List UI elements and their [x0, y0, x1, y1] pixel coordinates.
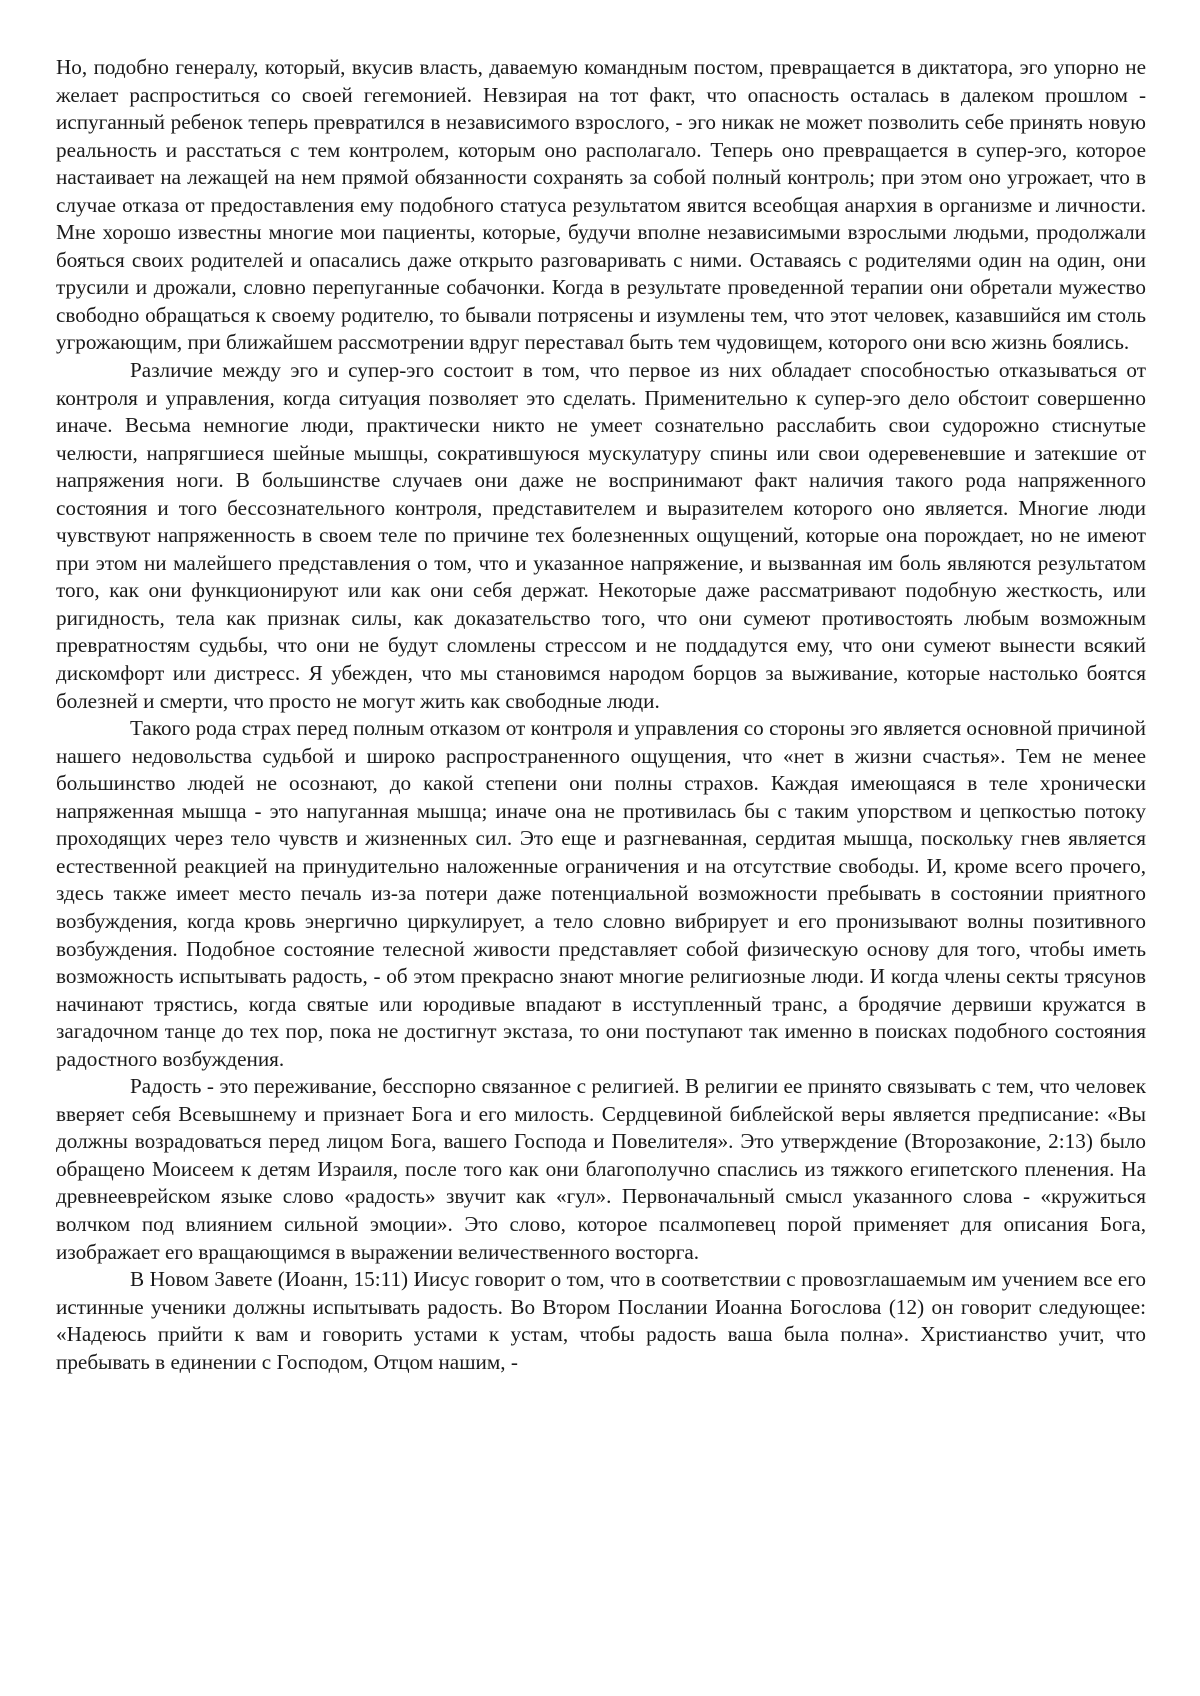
paragraph: Но, подобно генералу, который, вкусив власть, даваемую командным постом, превращается в диктатора, эго упорно не желает распроститься со своей гегемонией. Невзирая на тот факт, что опасность осталась в далеком прошлом - испуганный ребенок теперь превратился в независимого взрослого, - эго никак не может позволить себе принять новую реальность и расстаться с тем контролем, которым оно располагало. Теперь оно превращается в супер-эго, которое настаивает на лежащей на нем прямой обязанности сохранять за собой полный контроль; при этом оно угрожает, что в случае отказа от предоставления ему подобного статуса результатом явится всеобщая анархия в организме и личности. Мне хорошо известны многие мои пациенты, которые, будучи вполне независимыми взрослыми людьми, продолжали бояться своих родителей и опасались даже открыто разговаривать с ними. Оставаясь с родителями один на один, они трусили и дрожали, словно перепуганные собачонки. Когда в результате проведенной терапии они обретали мужество свободно обращаться к своему родителю, то бывали потрясены и изумлены тем, что этот человек, казавшийся им столь угрожающим, при ближайшем рассмотрении вдруг переставал быть тем чудовищем, которого они всю жизнь боялись. — [56, 55, 1146, 355]
paragraph: Такого рода страх перед полным отказом от контроля и управления со стороны эго является основной причиной нашего недовольства судьбой и широко распространенного ощущения, что «нет в жизни счастья». Тем не менее большинство людей не осознают, до какой степени они полны страхов. Каждая имеющаяся в теле хронически напряженная мышца - это напуганная мышца; иначе она не противилась бы с таким упорством и цепкостью потоку проходящих через тело чувств и жизненных сил. Это еще и разгневанная, сердитая мышца, поскольку гнев является естественной реакцией на принудительно наложенные ограничения и на отсутствие свободы. И, кроме всего прочего, здесь также имеет место печаль из-за потери даже потенциальной возможности пребывать в состоянии приятного возбуждения, когда кровь энергично циркулирует, а тело словно вибрирует и его пронизывают волны позитивного возбуждения. Подобное состояние телесной живости представляет собой физическую основу для того, чтобы иметь возможность испытывать радость, - об этом прекрасно знают многие религиозные люди. И когда члены секты трясунов начинают трястись, когда святые или юродивые впадают в исступленный транс, а бродячие дервиши кружатся в загадочном танце до тех пор, пока не достигнут экстаза, то они поступают так именно в поисках подобного состояния радостного возбуждения. — [56, 716, 1146, 1071]
paragraph: В Новом Завете (Иоанн, 15:11) Иисус говорит о том, что в соответствии с провозглашаемым им учением все его истинные ученики должны испытывать радость. Во Втором Послании Иоанна Богослова (12) он говорит следующее: «Надеюсь прийти к вам и говорить устами к устам, чтобы радость ваша была полна». Христианство учит, что пребывать в единении с Господом, Отцом нашим, - — [56, 1267, 1146, 1374]
paragraph: Различие между эго и супер-эго состоит в том, что первое из них обладает способностью отказываться от контроля и управления, когда ситуация позволяет это сделать. Применительно к супер-эго дело обстоит совершенно иначе. Весьма немногие люди, практически никто не умеет сознательно расслабить свои судорожно стиснутые челюсти, напрягшиеся шейные мышцы, сократившуюся мускулатуру спины или свои одеревеневшие и затекшие от напряжения ноги. В большинстве случаев они даже не воспринимают факт наличия такого рода напряженного состояния и того бессознательного контроля, представителем и выразителем которого оно является. Многие люди чувствуют напряженность в своем теле по причине тех болезненных ощущений, которые она порождает, но не имеют при этом ни малейшего представления о том, что и указанное напряжение, и вызванная им боль являются результатом того, как они функционируют или как они себя держат. Некоторые даже рассматривают подобную жесткость, или ригидность, тела как признак силы, как доказательство того, что они сумеют противостоять любым возможным превратностям судьбы, что они не будут сломлены стрессом и не поддадутся ему, что они сумеют вынести всякий дискомфорт или дистресс. Я убежден, что мы становимся народом борцов за выживание, которые настолько боятся болезней и смерти, что просто не могут жить как свободные люди. — [56, 358, 1146, 713]
paragraph: Радость - это переживание, бесспорно связанное с религией. В религии ее принято связывать с тем, что человек вверяет себя Всевышнему и признает Бога и его милость. Сердцевиной библейской веры является предписание: «Вы должны возрадоваться перед лицом Бога, вашего Господа и Повелителя». Это утверждение (Второзаконие, 2:13) было обращено Моисеем к детям Израиля, после того как они благополучно спаслись из тяжкого египетского пленения. На древнееврейском языке слово «радость» звучит как «гул». Первоначальный смысл указанного слова - «кружиться волчком под влиянием сильной эмоции». Это слово, которое псалмопевец порой применяет для описания Бога, изображает его вращающимся в выражении величественного восторга. — [56, 1074, 1146, 1264]
document-page — [56, 54, 1146, 1376]
